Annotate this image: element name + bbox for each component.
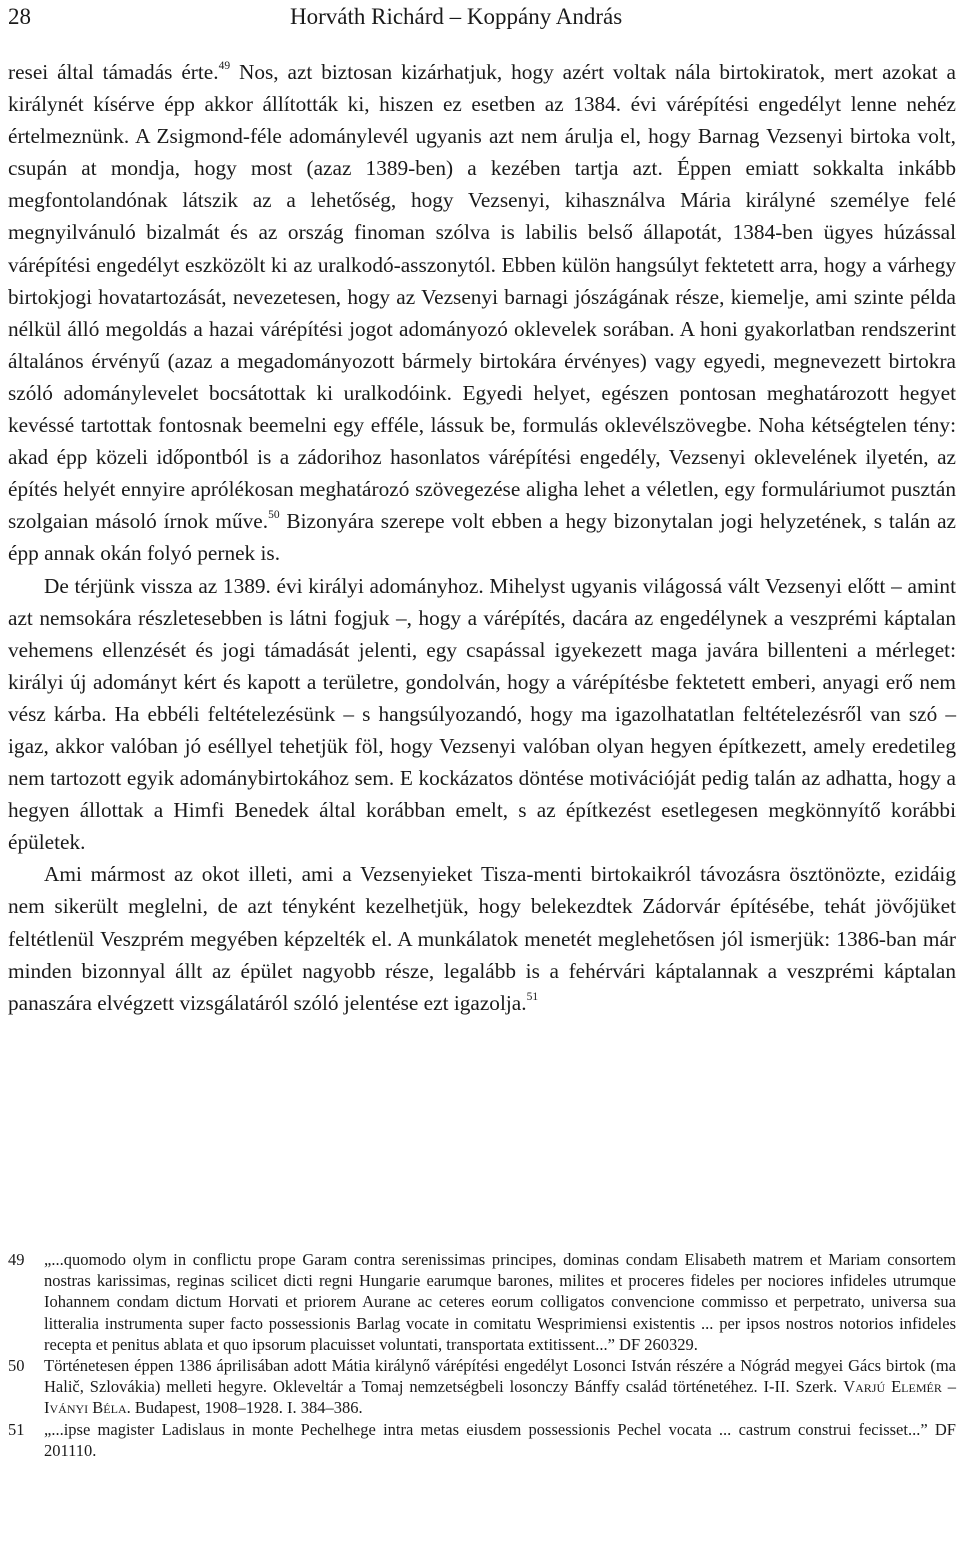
text-run: Bizonyára szerepe volt ebben a hegy bizonytalan jogi helyzetének, s talán az épp annak okán folyó pernek is. (8, 509, 956, 566)
text-run: „...ipse magister Ladislaus in monte Pechelhege intra metas eiusdem possessionis Pechel vocata ... castrum construi fecisset...” DF 201110. (44, 1419, 956, 1460)
text-run: De térjünk vissza az 1389. évi királyi adományhoz. Mihelyst ugyanis világossá vált Vezsenyi előtt – amint azt nemsokára részletesebben is látni fogjuk –, hogy a várépítés, dacára az engedélynek a veszprémi káptalan vehemens ellenzését és jogi támadását jelenti, egy csapással igyekezett maga javára billenteni a mérleget: királyi új adományt kért és kapott a területre, gondolván, hogy a várépítésbe fektetett emberi, anyagi erő nem vész kárba. Ha ebbéli feltételezésünk – s hangsúlyozandó, hogy ma igazolhatatlan feltételezésről van szó – igaz, akkor valóban jó eséllyel tehetjük föl, hogy Vezsenyi valóban olyan hegyen építkezett, amely eredetileg nem tartozott egyik adománybirtokához sem. E kockázatos döntése motivációját pedig talán az adhatta, hogy a hegyen állottak a Himfi Benedek által korábban emelt, s az építkezést esetlegesen megkönnyítő korábbi épületek. (8, 573, 956, 855)
footnote-number: 49 (8, 1250, 25, 1269)
body-paragraph (8, 858, 956, 1018)
footnote-number: 50 (8, 1356, 25, 1376)
footnote (8, 1419, 956, 1461)
text-run: „...quomodo olym in conflictu prope Garam contra serenissimas principes, dominas condam Elisabeth matrem et Mariam consortem nostras karissimas, reginas scilicet dicti regni Hungarie earumque barones, milites et proceres fideles per nociores infideles utrumque Iohannem condam dictum Horvati et priorem Aurane ac ceteres eorum colligatos convencione commisso et perpetrato, universa sua litteralia instrumenta super facto possessionis Barlag vocate in comitatu Wesprimiensi existentis ... per ipsos nostros notorios infideles recepta et penitus ablata et quo ipsorum placuisset voluntati, transportata extitissent...” DF 260329. (44, 1250, 956, 1354)
running-title: Horváth Richárd – Koppány András (290, 4, 623, 29)
body-paragraph (8, 56, 956, 570)
footnote-number: 51 (8, 1419, 25, 1439)
page-header (8, 0, 956, 34)
text-run: Történetesen éppen 1386 áprilisában adott Mátia királynő várépítési engedélyt Losonci István részére a Nógrád megyei Gács birtok (ma Halič, Szlovákia) melleti hegyre. Okleveltár a Tomaj nemzetségbeli losonczy Bánffy család történetéhez. I-II. Szerk. (44, 1356, 956, 1397)
footnote (8, 1355, 956, 1419)
page-number: 28 (8, 4, 31, 29)
body-text (8, 56, 956, 1019)
text-run: Ami mármost az okot illeti, ami a Vezsenyieket Tisza-menti birtokaikról távozásra ösztönözte, ezidáig nem sikerült meglelni, de azt tényként kezelhetjük, hogy belekezdtek Zádorvár építésébe, tehát jövőjüket feltétlenül Veszprém megyében képzelték el. A munkálatok menetét meglehetősen jól ismerjük: 1386-ban már minden bizonnyal állt az épület nagyobb része, legalább is a fehérvári káptalannak a veszprémi káptalan panaszára elvégzett vizsgálatáról szóló jelentése ezt igazolja. (8, 862, 956, 1015)
text-run: resei által támadás érte. (8, 60, 219, 84)
footnote-reference[interactable]: 49 (218, 60, 231, 72)
editor-names: Varjú Elemér – Iványi Béla (44, 1377, 957, 1418)
body-paragraph (8, 570, 956, 859)
text-run: . Budapest, 1908–1928. I. 384–386. (126, 1398, 363, 1418)
footnote-reference[interactable]: 51 (526, 990, 539, 1003)
footnotes-section (8, 1249, 956, 1461)
text-run: Nos, azt biztosan kizárhatjuk, hogy azért voltak nála birtokiratok, mert azokat a királynét kísérve épp akkor állították ki, hiszen ez esetben az 1384. évi várépítési engedélyt lenne nehéz értelmeznünk. A Zsigmond-féle adománylevél ugyanis azt nem árulja el, hogy Barnag Vezsenyi birtoka volt, csupán at mondja, hogy most (azaz 1389-ben) a kezében tartja azt. Éppen emiatt sokkalta inkább megfontolandónak látszik az a lehetőség, hogy Vezsenyi, kihasználva Mária királyné személye felé megnyilvánuló bizalmát és az ország finoman szólva is labilis belső állapotát, 1384-ben ügyes húzással várépítési engedélyt eszközölt ki az uralkodó-asszonytól. Ebben külön hangsúlyt fektetett arra, hogy a várhegy birtokjogi hovatartozását, nevezetesen, hogy az Vezsenyi barnagi jószágának része, kiemelje, ami szinte példa nélkül álló megoldás a hazai várépítési jogot adományozó oklevelek sorában. A honi gyakorlatban rendszerint általános érvényű (azaz a megadományozott bármely birtokára érvényes) vagy egyedi, megnevezett birtokra szóló adománylevelet bocsátottak ki uralkodóink. Egyedi helyet, egészen pontosan meghatározott hegyet kevéssé tartottak fontosnak beemelni egy efféle, lássuk be, formulás oklevélszövegbe. Noha kétségtelen tény: akad épp közeli időpontból is a zádorihoz hasonlatos várépítési engedély, Vezsenyi oklevelének ilyetén, az építés helyét ennyire aprólékosan meghatározó szövegezése aligha lehet a véletlen, egy formuláriumot pusztán szolgaian másoló írnok műve. (8, 60, 956, 534)
footnote-reference[interactable]: 50 (268, 509, 280, 522)
footnote (8, 1249, 956, 1355)
